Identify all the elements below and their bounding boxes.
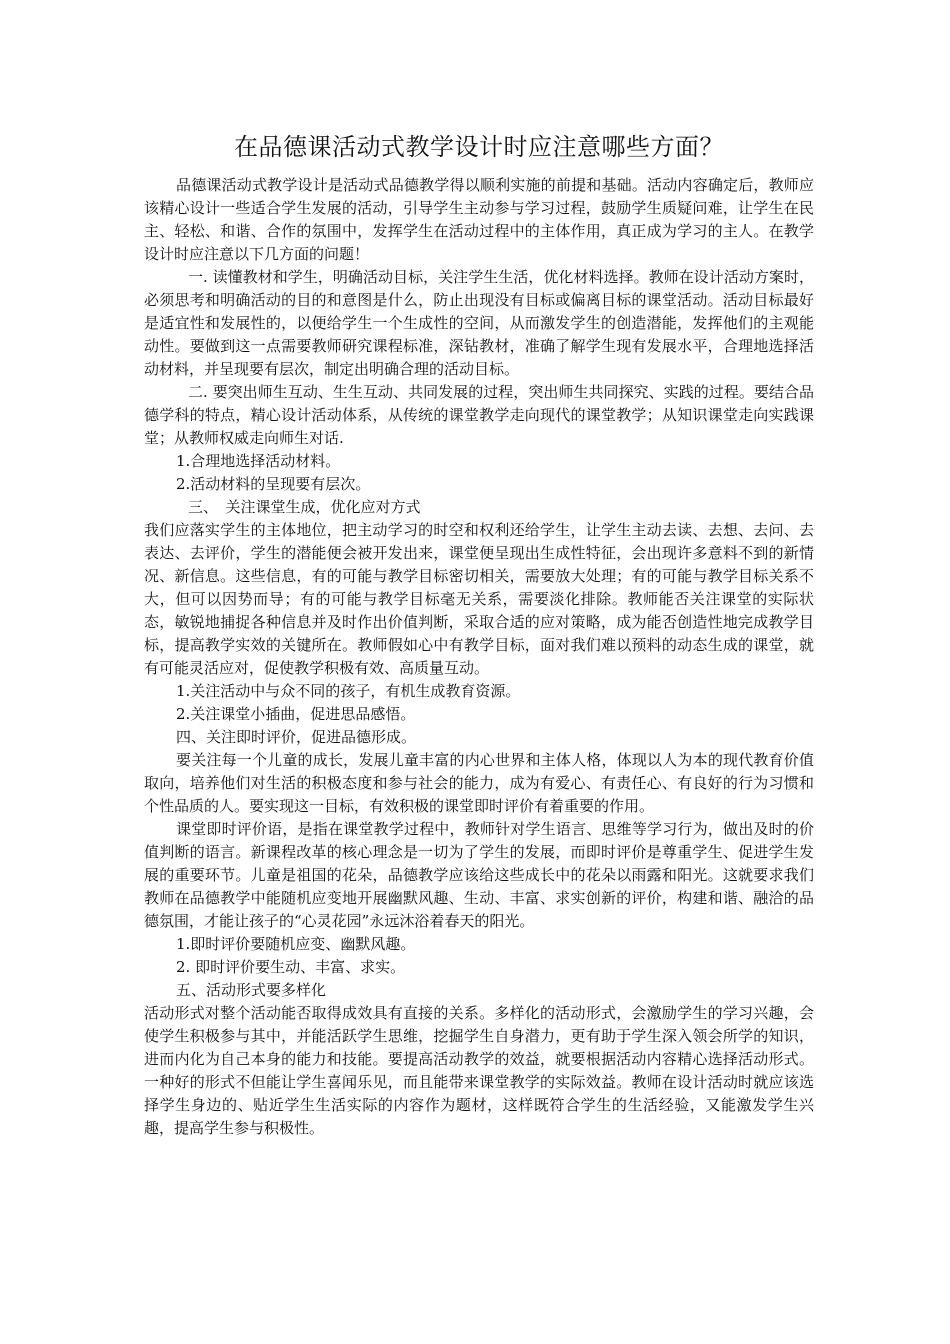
section-four-heading: 四、关注即时评价，促进品德形成。 bbox=[176, 728, 417, 746]
section-four-paragraph-1: 要关注每一个儿童的成长，发展儿童丰富的内心世界和主体人格，体现以人为本的现代教育价值取向，培养他们对生活的积极态度和参与社会的能力，成为有爱心、有责任心、有良好的行为习惯和个性品质的人。要实现这一目标，有效积极的课堂即时评价有着重要的作用。 bbox=[144, 751, 814, 815]
document-title: 在品德课活动式教学设计时应注意哪些方面？ bbox=[234, 133, 724, 161]
document-page bbox=[144, 130, 814, 1140]
intro-paragraph: 品德课活动式教学设计是活动式品德教学得以顺利实施的前提和基础。活动内容确定后，教师应该精心设计一些适合学生发展的活动，引导学生主动参与学习过程，鼓励学生质疑问难，让学生在民主、轻松、和谐、合作的氛围中，发挥学生在活动过程中的主体作用，真正成为学习的主人。在教学设计时应注意以下几方面的问题！ bbox=[144, 176, 814, 263]
section-one-paragraph: 一. 读懂教材和学生，明确活动目标，关注学生生活，优化材料选择。教师在设计活动方案时，必须思考和明确活动的目的和意图是什么，防止出现没有目标或偏离目标的课堂活动。活动目标最好是适宜性和发展性的，以便给学生一个生成性的空间，从而激发学生的创造潜能，发挥他们的主观能动性。要做到这一点需要教师研究课程标准，深钻教材，准确了解学生现有发展水平，合理地选择活动材料，并呈现要有层次，制定出明确合理的活动目标。 bbox=[144, 268, 814, 378]
section-two-item-2: 2.活动材料的呈现要有层次。 bbox=[176, 475, 371, 493]
section-three-item-1: 1.关注活动中与众不同的孩子，有机生成教育资源。 bbox=[176, 682, 521, 700]
section-four-item-2: 2. 即时评价要生动、丰富、求实。 bbox=[176, 958, 406, 976]
section-four-paragraph-2: 课堂即时评价语，是指在课堂教学过程中，教师针对学生语言、思维等学习行为，做出及时的价值判断的语言。新课程改革的核心理念是一切为了学生的发展，而即时评价是尊重学生、促进学生发展的重要环节。儿童是祖国的花朵，品德教学应该给这些成长中的花朵以雨露和阳光。这就要求我们教师在品德教学中能随机应变地开展幽默风趣、生动、丰富、求实创新的评价，构建和谐、融洽的品德氛围，才能让孩子的“心灵花园”永远沐浴着春天的阳光。 bbox=[144, 820, 814, 930]
section-three-heading: 三、 关注课堂生成，优化应对方式 bbox=[188, 498, 421, 516]
section-two-item-1: 1.合理地选择活动材料。 bbox=[176, 452, 341, 470]
section-four-item-1: 1.即时评价要随机应变、幽默风趣。 bbox=[176, 935, 416, 953]
section-five-heading: 五、活动形式要多样化 bbox=[176, 981, 327, 999]
section-three-paragraph: 我们应落实学生的主体地位，把主动学习的时空和权利还给学生，让学生主动去读、去想、去问、去表达、去评价，学生的潜能便会被开发出来，课堂便呈现出生成性特征，会出现许多意料不到的新情况、新信息。这些信息，有的可能与教学目标密切相关，需要放大处理；有的可能与教学目标关系不大，但可以因势而导；有的可能与教学目标毫无关系，需要淡化排除。教师能否关注课堂的实际状态，敏锐地捕捉各种信息并及时作出价值判断，采取合适的应对策略，成为能否创造性地完成教学目标，提高教学实效的关键所在。教师假如心中有教学目标，面对我们难以预料的动态生成的课堂，就有可能灵活应对，促使教学积极有效、高质量互动。 bbox=[144, 521, 814, 677]
section-five-paragraph: 活动形式对整个活动能否取得成效具有直接的关系。多样化的活动形式，会激励学生的学习兴趣，会使学生积极参与其中，并能活跃学生思维，挖掘学生自身潜力，更有助于学生深入领会所学的知识，进而内化为自己本身的能力和技能。要提高活动教学的效益，就要根据活动内容精心选择活动形式。一种好的形式不但能让学生喜闻乐见，而且能带来课堂教学的实际效益。教师在设计活动时就应该选择学生身边的、贴近学生生活实际的内容作为题材，这样既符合学生的生活经验，又能激发学生兴趣，提高学生参与积极性。 bbox=[144, 1004, 814, 1137]
section-three-item-2: 2.关注课堂小插曲，促进思品感悟。 bbox=[176, 705, 416, 723]
section-two-paragraph: 二. 要突出师生互动、生生互动、共同发展的过程，突出师生共同探究、实践的过程。要结合品德学科的特点，精心设计活动体系，从传统的课堂教学走向现代的课堂教学；从知识课堂走向实践课堂；从教师权威走向师生对话. bbox=[144, 383, 814, 447]
